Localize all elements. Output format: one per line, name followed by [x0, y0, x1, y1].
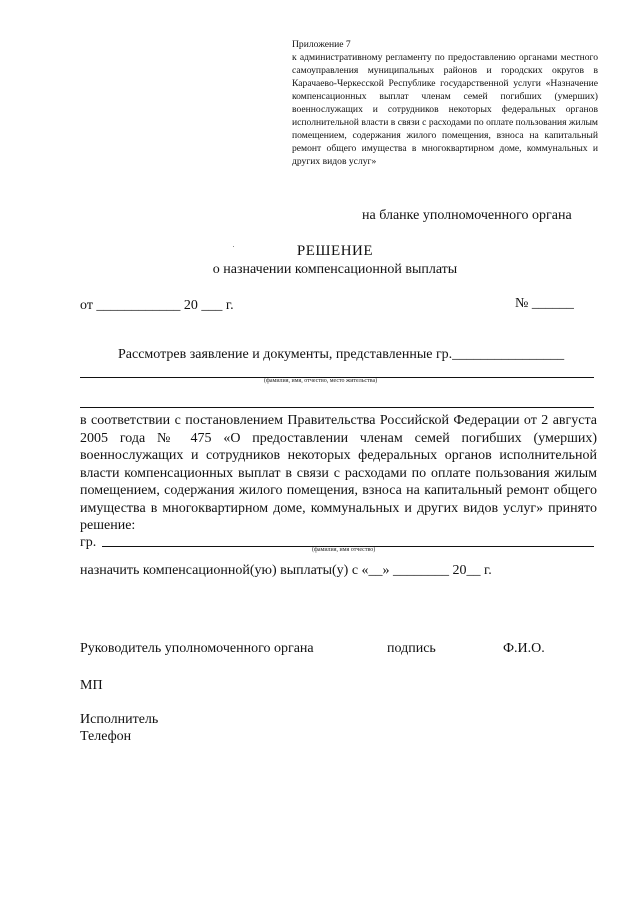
executor-label: Исполнитель [80, 712, 159, 727]
stamp-place: МП [80, 678, 103, 693]
caption-recipient-short: (фамилия, имя отчество) [312, 547, 376, 553]
document-subtitle: о назначении компенсационной выплаты [212, 262, 458, 277]
appendix-number: Приложение 7 [292, 39, 351, 50]
signature-fio: Ф.И.О. [503, 641, 545, 656]
date-line: от ____________ 20 ___ г. [80, 298, 234, 313]
appendix-block [292, 38, 598, 168]
signature-role: Руководитель уполномоченного органа [80, 641, 314, 656]
number-line: № ______ [515, 296, 574, 311]
blank-line-applicant-2 [80, 407, 594, 408]
letterhead-note: на бланке уполномоченного органа [362, 208, 572, 223]
decision-body-text: в соответствии с постановлением Правительства Российской Федерации от 2 августа 2005 года № 475 «О предоставлении членам семей погибших (умерших) военнослужащих и сотрудников некоторых федеральных органов исполнительной власти компенсационных выплат в связи с расходами по оплате пользования жилым помещением, содержания жилого помещения, взноса на капитальный ремонт общего имущества в многоквартирном доме, коммунальных и других видов услуг» принято решение: [80, 413, 597, 533]
assign-line: назначить компенсационной(ую) выплаты(у) с «__» ________ 20__ г. [80, 563, 492, 578]
caption-applicant-full: (фамилия, имя, отчество, место жительства) [264, 378, 378, 384]
appendix-text: к административному регламенту по предоставлению органами местного самоуправления муниципальных районов и городских округов в Карачаево-Черкесской Республике государственной услуги «Назначение компенсационных выплат членам семей погибших (умерших) военнослужащих и сотрудников некоторых федеральных органов исполнительной власти в связи с расходами по оплате пользования жилым помещением, содержания жилого помещения, взноса на капитальный ремонт общего имущества в многоквартирном доме, коммунальных и других видов услуг» [292, 52, 598, 167]
consider-line: Рассмотрев заявление и документы, представленные гр.________________ [118, 347, 565, 362]
document-title: РЕШЕНИЕ [296, 243, 374, 259]
recipient-label: гр. [80, 535, 97, 550]
phone-label: Телефон [80, 729, 132, 744]
signature-sign: подпись [387, 641, 436, 656]
